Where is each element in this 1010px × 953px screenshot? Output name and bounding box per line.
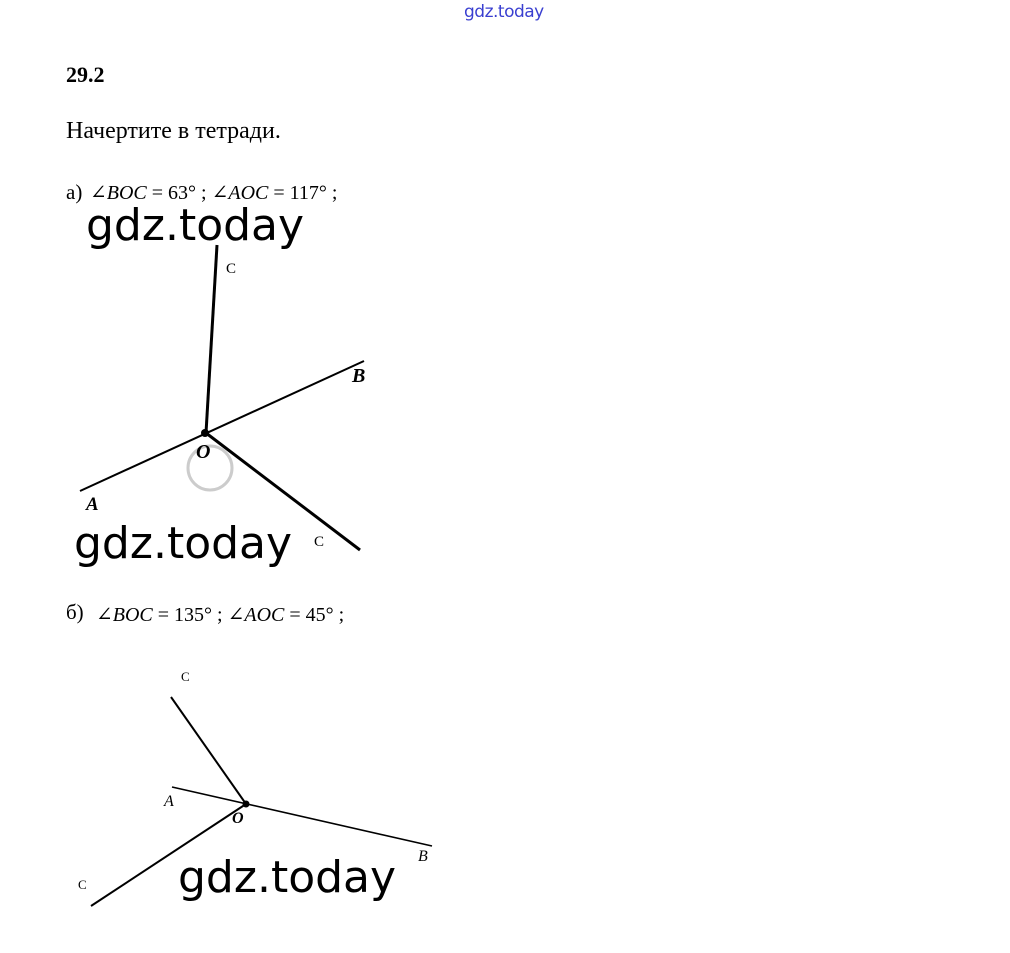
instruction-text: Начертите в тетради. [66, 118, 281, 144]
watermark-big-3: gdz.today [178, 852, 397, 903]
watermark-big-2: gdz.today [74, 518, 293, 569]
part-a-label-o: O [196, 441, 211, 463]
part-a-label: а) [66, 180, 83, 204]
part-b-ray-oc-up [171, 697, 246, 804]
part-a-label-b: B [352, 365, 366, 387]
part-b-label-o: O [232, 810, 244, 827]
part-b-label-c1: C [181, 669, 190, 684]
watermark-top: gdz.today [464, 2, 544, 22]
watermark-big-1: gdz.today [86, 200, 305, 251]
part-a-line-ab [80, 361, 364, 491]
part-b-label-c2: C [78, 877, 87, 892]
part-a-ray-oc-up [206, 245, 217, 433]
part-b-expression: ∠BOC = 135° ; ∠AOC = 45° ; [96, 604, 345, 626]
part-b-point-o [243, 801, 250, 808]
part-a-point-o [201, 429, 209, 437]
part-a-label-c2: C [314, 534, 325, 550]
part-a-label-a: A [86, 494, 99, 515]
part-b-line-ab [172, 787, 432, 846]
part-a-label-c1: C [226, 261, 237, 277]
part-b-label: б) [66, 600, 84, 624]
part-a-expression: ∠BOC = 63° ; ∠AOC = 117° ; [90, 182, 338, 204]
part-b-label-a: A [164, 793, 174, 810]
part-b-label-b: B [418, 848, 428, 865]
problem-number: 29.2 [66, 62, 105, 87]
